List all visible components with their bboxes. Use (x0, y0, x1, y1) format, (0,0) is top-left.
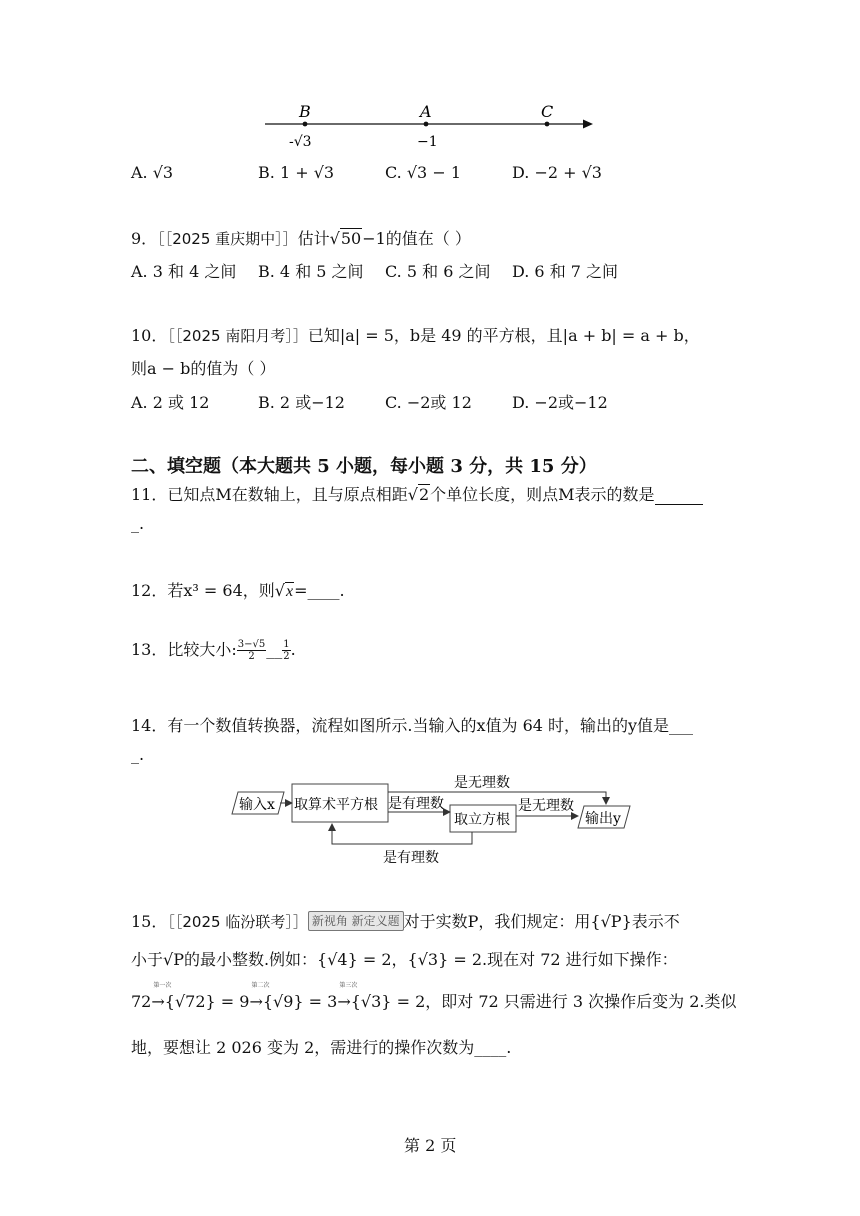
q9-option-c: C. 5 和 6 之间 (385, 262, 491, 281)
q9-stem: 9．［［2025 重庆期中］］估计√50−1的值在（ ） (131, 229, 471, 248)
q14-stem-line1: 14．有一个数值转换器，流程如图所示.当输入的x值为 64 时，输出的y值是___ (131, 716, 694, 735)
point-c-letter: C (541, 102, 554, 121)
q10-option-d: D. −2或−12 (512, 393, 608, 412)
q12-stem: 12．若x³ = 64，则√x=____. (131, 581, 345, 600)
q10-stem-line1: 10．［［2025 南阳月考］］已知|a| = 5，b是 49 的平方根，且|a + b| = a + b， (131, 326, 700, 345)
point-c (545, 122, 550, 127)
q15-source-tag: ［［2025 临汾联考］］ (167, 913, 308, 931)
q8-option-c: C. √3 − 1 (385, 163, 461, 182)
number-line-figure (255, 98, 605, 156)
q10-option-a: A. 2 或 12 (131, 393, 210, 412)
q14-stem-line2: _. (131, 745, 145, 764)
page-number: 第 2 页 (404, 1136, 457, 1155)
point-a (424, 122, 429, 127)
q11-answer-blank[interactable] (655, 485, 703, 505)
q15-stem-line4: 地，要想让 2 026 变为 2，需进行的操作次数为____. (131, 1038, 512, 1057)
point-a-letter: A (420, 102, 432, 121)
step-arrow-2: 第二次 → (249, 982, 270, 1011)
point-b-letter: B (299, 102, 311, 121)
q15-stem-line3: 72 第一次 →{√72} = 9 第二次 →{√9} = 3 第三次 →{√3} = 2，即对 72 只需进行 3 次操作后变为 2.类似 (131, 982, 737, 1011)
point-a-value: −1 (417, 134, 438, 150)
q13-fraction-right: $\frac{1}{2}$ (283, 639, 290, 662)
flow-loop-label: 是有理数 (383, 850, 439, 866)
new-definition-badge: 新视角 新定义题 (308, 911, 404, 931)
flow-irrational-top-label: 是无理数 (454, 775, 510, 791)
number-line-arrow (583, 120, 593, 129)
q10-option-c: C. −2或 12 (385, 393, 472, 412)
q13-answer-blank[interactable]: __ (266, 640, 283, 659)
q9-source-tag: ［［2025 重庆期中］］ (157, 230, 298, 248)
q10-source-tag: ［［2025 南阳月考］］ (167, 327, 308, 345)
flow-step1-label: 取算术平方根 (294, 797, 378, 813)
q15-stem-line2: 小于√P的最小整数.例如：{√4} = 2，{√3} = 2.现在对 72 进行如下操作： (131, 950, 678, 969)
q10-option-b: B. 2 或−12 (258, 393, 345, 412)
q8-option-b: B. 1 + √3 (258, 163, 335, 182)
q15-stem-line1: 15．［［2025 临汾联考］］ 新视角 新定义题 对于实数P，我们规定：用{√P}表示不 (131, 912, 680, 931)
q8-option-d: D. −2 + √3 (512, 163, 602, 182)
flow-rational-label: 是有理数 (388, 796, 444, 812)
q13-stem: 13．比较大小: $\frac{3-√5}{2}\_\_$ $\frac{1}{2}$. (131, 639, 296, 662)
q9-option-d: D. 6 和 7 之间 (512, 262, 619, 281)
q13-fraction-left: $\frac{3-√5}{2}$ (237, 639, 266, 662)
q11-stem-line2: _. (131, 514, 145, 533)
flow-irrational-mid-label: 是无理数 (518, 798, 574, 814)
flow-output-label: 输出y (585, 811, 621, 827)
q9-option-a: A. 3 和 4 之间 (131, 262, 237, 281)
flow-input-label: 输入x (239, 797, 275, 813)
q9-option-b: B. 4 和 5 之间 (258, 262, 364, 281)
flowchart (228, 772, 648, 868)
step-arrow-3: 第三次 → (337, 982, 358, 1011)
section-title: 二、填空题（本大题共 5 小题，每小题 3 分，共 15 分） (131, 456, 597, 477)
q8-option-a: A. √3 (131, 163, 174, 182)
q10-stem-line2: 则a − b的值为（ ） (131, 359, 276, 378)
step-arrow-1: 第一次 → (151, 982, 172, 1011)
q11-stem-line1: 11．已知点M在数轴上，且与原点相距√2个单位长度，则点M表示的数是 (131, 482, 703, 505)
point-b-value: -√3 (289, 134, 312, 150)
point-b (303, 122, 308, 127)
flow-step2-label: 取立方根 (454, 812, 510, 828)
